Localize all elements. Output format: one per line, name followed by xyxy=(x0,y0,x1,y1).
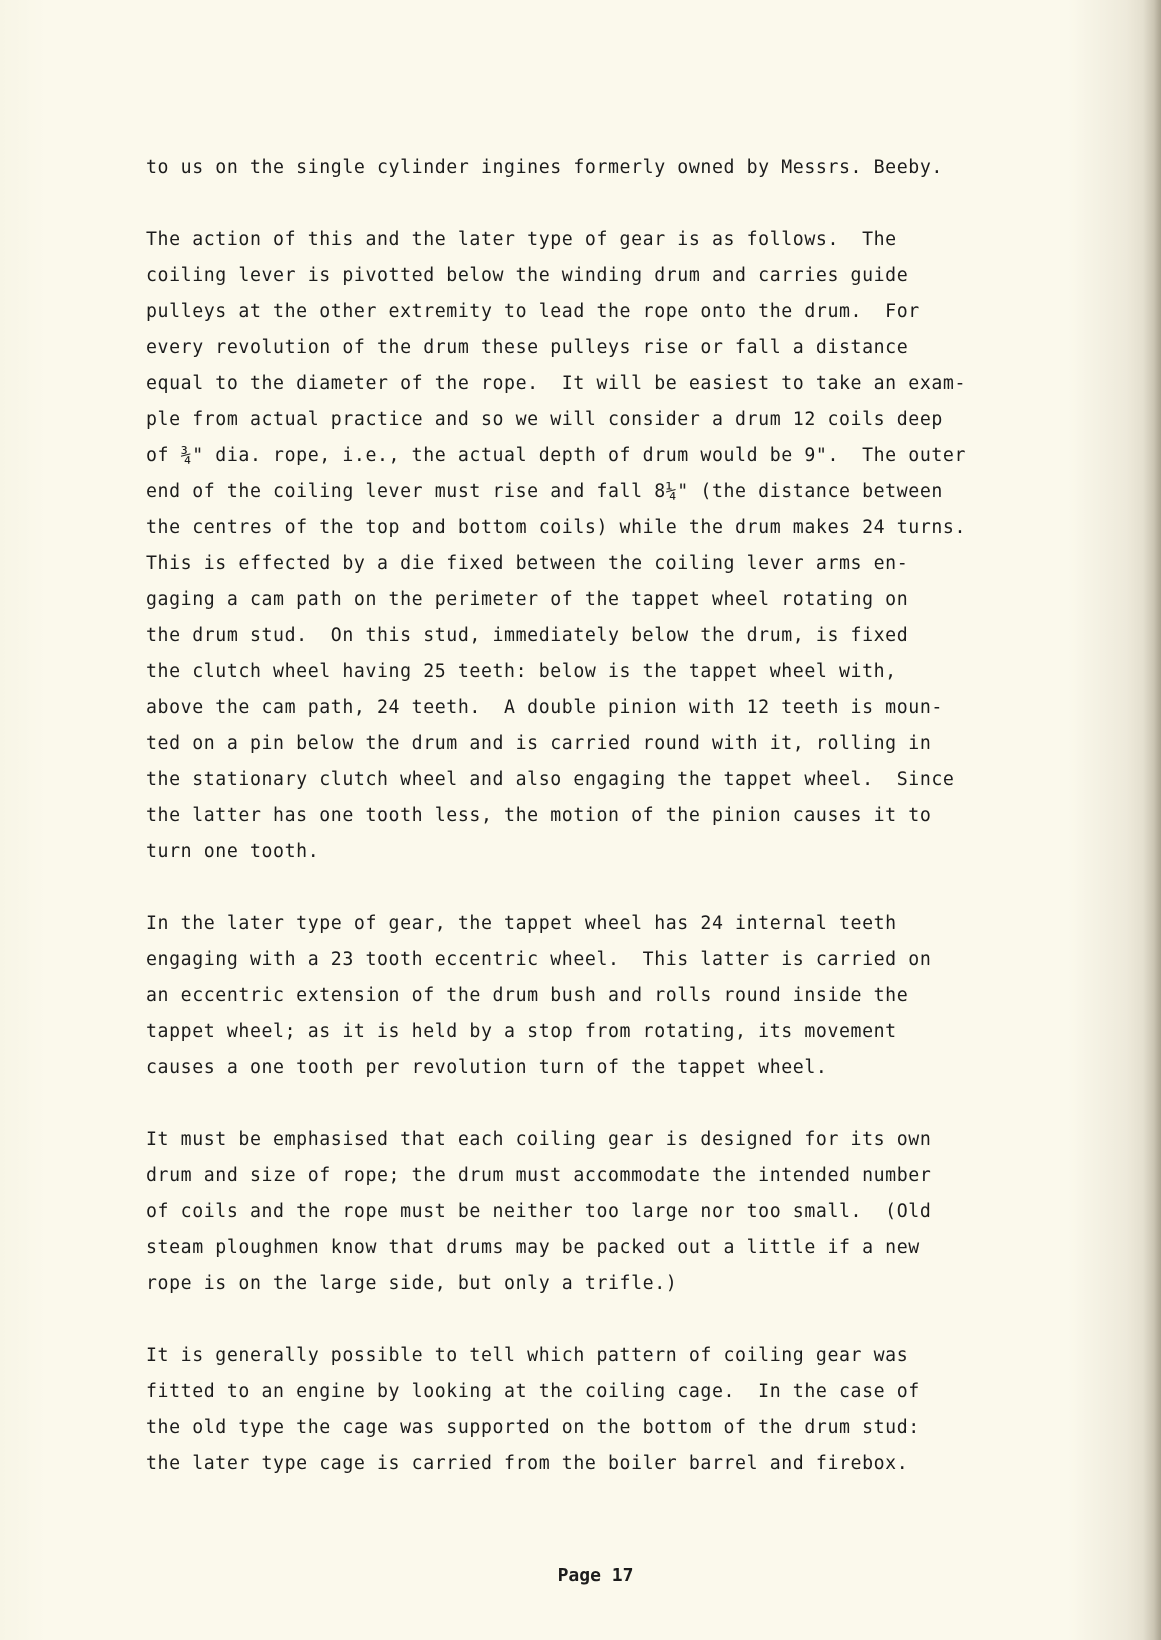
text-line: the old type the cage was supported on the bottom of the drum stud: xyxy=(146,1417,920,1438)
text-line: It must be emphasised that each coiling gear is designed for its own xyxy=(146,1129,932,1150)
text-line: causes a one tooth per revolution turn of the tappet wheel. xyxy=(146,1057,828,1078)
text-line: gaging a cam path on the perimeter of the tappet wheel rotating on xyxy=(146,589,909,610)
text-line: coiling lever is pivotted below the winding drum and carries guide xyxy=(146,265,909,286)
text-line: The action of this and the later type of gear is as follows. The xyxy=(146,229,897,250)
text-line: every revolution of the drum these pulleys rise or fall a distance xyxy=(146,337,909,358)
body-text xyxy=(146,150,1026,1482)
text-line: an eccentric extension of the drum bush and rolls round inside the xyxy=(146,985,909,1006)
text-line: the drum stud. On this stud, immediately below the drum, is fixed xyxy=(146,625,909,646)
text-line: ted on a pin below the drum and is carried round with it, rolling in xyxy=(146,733,932,754)
text-line: steam ploughmen know that drums may be packed out a little if a new xyxy=(146,1237,920,1258)
text-line: the centres of the top and bottom coils) while the drum makes 24 turns. xyxy=(146,517,967,538)
paragraph xyxy=(146,222,1026,870)
text-line: the clutch wheel having 25 teeth: below is the tappet wheel with, xyxy=(146,661,897,682)
paragraph-gap xyxy=(146,1302,1026,1338)
text-line: rope is on the large side, but only a trifle.) xyxy=(146,1273,678,1294)
text-line: tappet wheel; as it is held by a stop from rotating, its movement xyxy=(146,1021,897,1042)
text-line: ple from actual practice and so we will consider a drum 12 coils deep xyxy=(146,409,943,430)
text-line: the stationary clutch wheel and also engaging the tappet wheel. Since xyxy=(146,769,955,790)
text-line: pulleys at the other extremity to lead the rope onto the drum. For xyxy=(146,301,920,322)
text-line: fitted to an engine by looking at the coiling cage. In the case of xyxy=(146,1381,920,1402)
paragraph xyxy=(146,1338,1026,1482)
text-line: turn one tooth. xyxy=(146,841,320,862)
text-line: to us on the single cylinder ingines formerly owned by Messrs. Beeby. xyxy=(146,157,943,178)
text-line: engaging with a 23 tooth eccentric wheel. This latter is carried on xyxy=(146,949,932,970)
text-line: the latter has one tooth less, the motion of the pinion causes it to xyxy=(146,805,932,826)
text-line: In the later type of gear, the tappet wheel has 24 internal teeth xyxy=(146,913,897,934)
paragraph-gap xyxy=(146,870,1026,906)
text-line: This is effected by a die fixed between the coiling lever arms en- xyxy=(146,553,909,574)
paragraph xyxy=(146,906,1026,1086)
text-line: equal to the diameter of the rope. It will be easiest to take an exam- xyxy=(146,373,967,394)
paragraph xyxy=(146,1122,1026,1302)
text-line: drum and size of rope; the drum must accommodate the intended number xyxy=(146,1165,932,1186)
paragraph-gap xyxy=(146,186,1026,222)
text-line: end of the coiling lever must rise and fall 8¼" (the distance between xyxy=(146,481,943,502)
page-number: Page 17 xyxy=(557,1565,634,1586)
paragraph-gap xyxy=(146,1086,1026,1122)
paragraph xyxy=(146,150,1026,186)
text-line: of ¾" dia. rope, i.e., the actual depth of drum would be 9". The outer xyxy=(146,445,967,466)
text-line: of coils and the rope must be neither too large nor too small. (Old xyxy=(146,1201,932,1222)
page-edge-shadow xyxy=(1143,0,1161,1640)
text-line: the later type cage is carried from the boiler barrel and firebox. xyxy=(146,1453,909,1474)
text-line: above the cam path, 24 teeth. A double pinion with 12 teeth is moun- xyxy=(146,697,943,718)
text-line: It is generally possible to tell which pattern of coiling gear was xyxy=(146,1345,909,1366)
